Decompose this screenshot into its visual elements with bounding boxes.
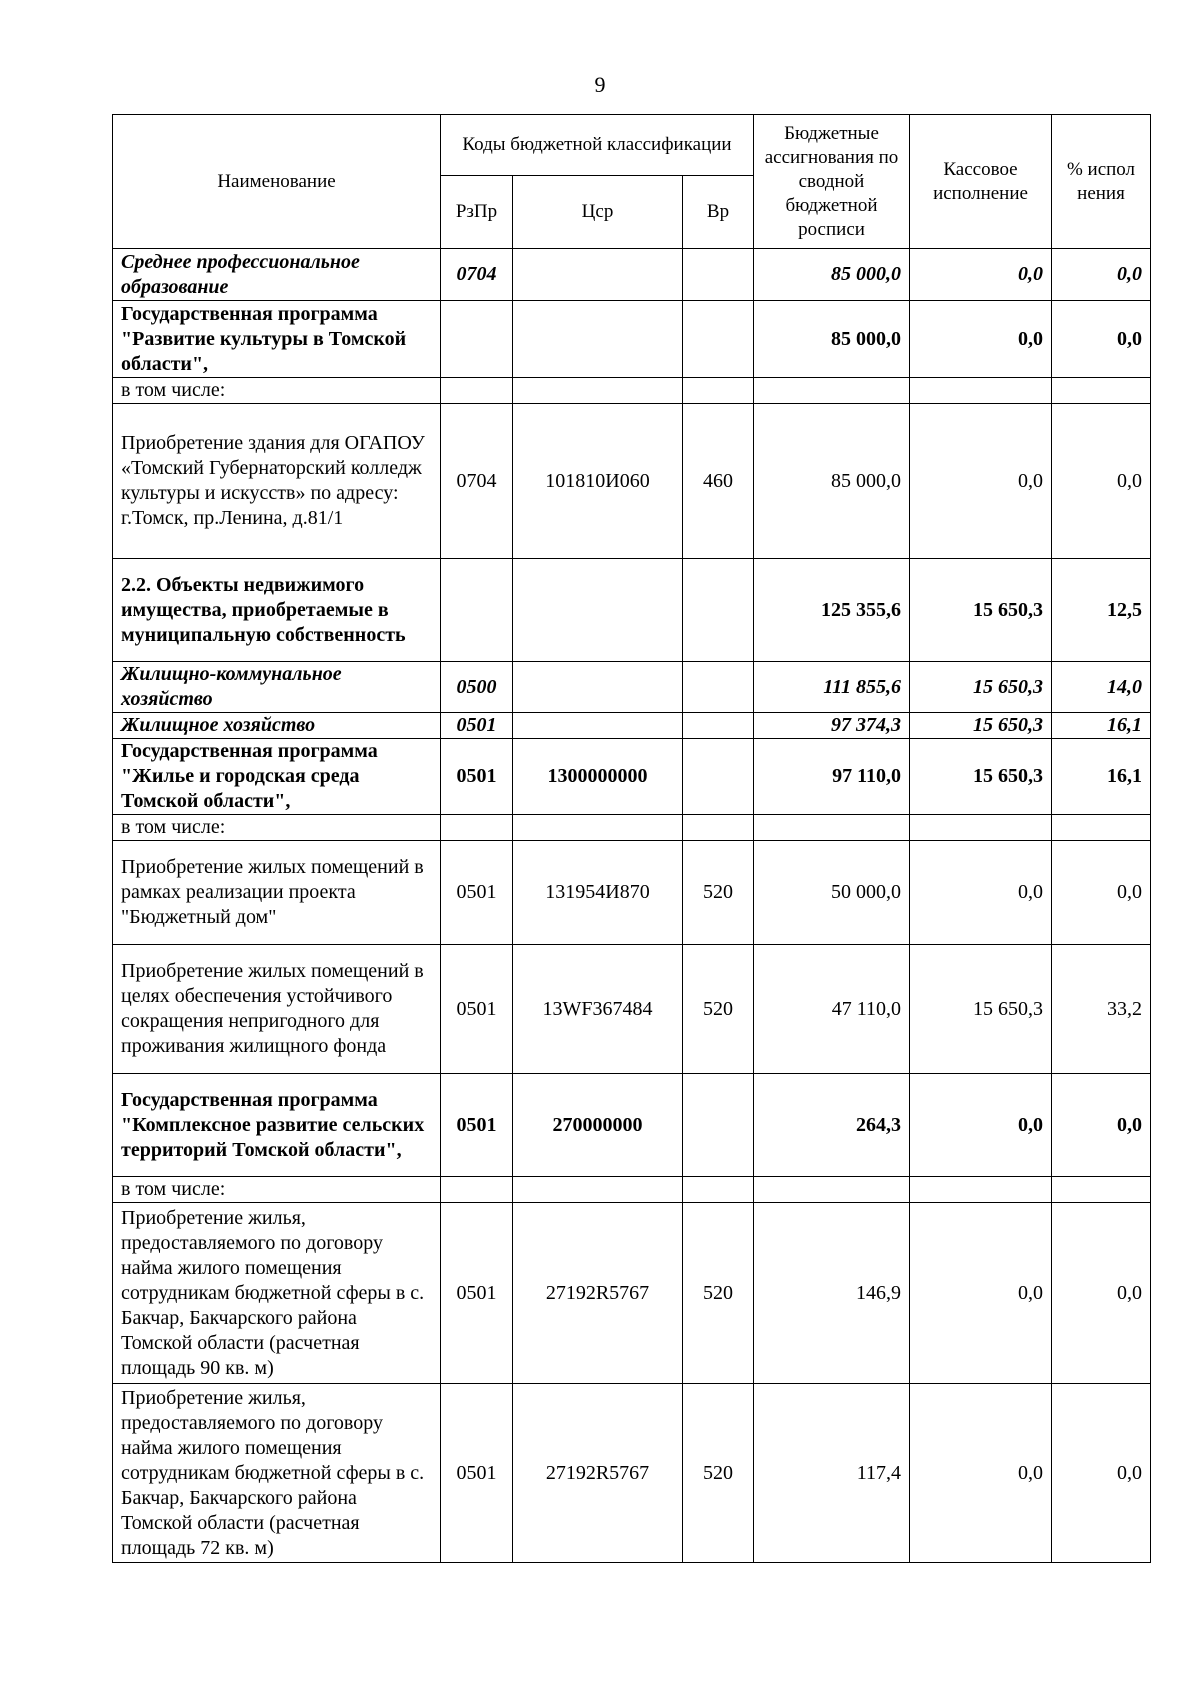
cell-execution [910,378,1052,404]
cell-rzpr [441,378,513,404]
cell-csr [513,378,683,404]
cell-rzpr: 0704 [441,404,513,559]
cell-vr: 520 [683,841,754,945]
cell-execution: 15 650,3 [910,739,1052,815]
table-row [113,378,1151,404]
cell-execution: 15 650,3 [910,662,1052,713]
cell-percent: 12,5 [1052,559,1151,662]
cell-assignments: 146,9 [754,1203,910,1384]
cell-percent [1052,815,1151,841]
cell-csr [513,559,683,662]
cell-vr [683,662,754,713]
cell-vr: 520 [683,1384,754,1563]
table-row [113,301,1151,378]
cell-rzpr: 0501 [441,1203,513,1384]
header-assignments: Бюджетные ассигнования по сводной бюджетной росписи [754,115,910,249]
cell-vr [683,378,754,404]
cell-rzpr [441,559,513,662]
cell-percent: 0,0 [1052,1203,1151,1384]
header-percent: % испол нения [1052,115,1151,249]
cell-execution [910,1177,1052,1203]
cell-name: Жилищное хозяйство [113,713,441,739]
cell-vr [683,1074,754,1177]
cell-percent: 0,0 [1052,301,1151,378]
cell-csr: 27192R5767 [513,1203,683,1384]
cell-rzpr [441,1177,513,1203]
cell-name: Приобретение жилых помещений в рамках реализации проекта "Бюджетный дом" [113,841,441,945]
cell-execution: 15 650,3 [910,559,1052,662]
cell-execution: 0,0 [910,1384,1052,1563]
cell-assignments: 50 000,0 [754,841,910,945]
cell-assignments: 111 855,6 [754,662,910,713]
header-rzpr: РзПр [441,176,513,249]
cell-csr [513,713,683,739]
cell-assignments: 125 355,6 [754,559,910,662]
cell-name: Среднее профессиональное образование [113,249,441,301]
cell-execution: 0,0 [910,1203,1052,1384]
cell-assignments: 97 110,0 [754,739,910,815]
table-row [113,841,1151,945]
cell-execution: 15 650,3 [910,945,1052,1074]
cell-vr [683,301,754,378]
cell-csr [513,662,683,713]
header-name: Наименование [113,115,441,249]
cell-name: 2.2. Объекты недвижимого имущества, приобретаемые в муниципальную собственность [113,559,441,662]
cell-assignments [754,378,910,404]
table-row [113,815,1151,841]
cell-vr [683,559,754,662]
cell-name: Приобретение жилья, предоставляемого по договору найма жилого помещения сотрудникам бюджетной сферы в с. Бакчар, Бакчарского района Томской области (расчетная площадь 72 кв. м) [113,1384,441,1563]
cell-name: Жилищно-коммунальное хозяйство [113,662,441,713]
table-row [113,945,1151,1074]
cell-percent: 0,0 [1052,1384,1151,1563]
cell-percent: 33,2 [1052,945,1151,1074]
cell-execution: 0,0 [910,404,1052,559]
cell-percent: 16,1 [1052,739,1151,815]
cell-vr [683,1177,754,1203]
cell-percent: 0,0 [1052,1074,1151,1177]
table-row [113,713,1151,739]
cell-rzpr: 0704 [441,249,513,301]
cell-percent: 0,0 [1052,249,1151,301]
cell-name: Приобретение жилья, предоставляемого по договору найма жилого помещения сотрудникам бюджетной сферы в с. Бакчар, Бакчарского района Томской области (расчетная площадь 90 кв. м) [113,1203,441,1384]
cell-percent [1052,378,1151,404]
cell-csr: 101810И060 [513,404,683,559]
cell-csr: 131954И870 [513,841,683,945]
table-row [113,1177,1151,1203]
cell-name: Приобретение жилых помещений в целях обеспечения устойчивого сокращения непригодного для проживания жилищного фонда [113,945,441,1074]
table-row [113,1384,1151,1563]
cell-rzpr: 0500 [441,662,513,713]
cell-rzpr [441,301,513,378]
cell-assignments [754,1177,910,1203]
cell-name: Государственная программа "Жилье и городская среда Томской области", [113,739,441,815]
cell-execution [910,815,1052,841]
cell-rzpr: 0501 [441,841,513,945]
cell-csr: 1300000000 [513,739,683,815]
cell-name: Государственная программа "Развитие культуры в Томской области", [113,301,441,378]
table-row [113,1203,1151,1384]
cell-csr [513,1177,683,1203]
cell-rzpr: 0501 [441,739,513,815]
cell-execution: 0,0 [910,249,1052,301]
header-csr: Цср [513,176,683,249]
cell-rzpr: 0501 [441,1074,513,1177]
cell-percent: 16,1 [1052,713,1151,739]
cell-assignments: 85 000,0 [754,301,910,378]
header-vr: Вр [683,176,754,249]
cell-csr: 13WF367484 [513,945,683,1074]
cell-name: в том числе: [113,378,441,404]
cell-name: Государственная программа "Комплексное развитие сельских территорий Томской области", [113,1074,441,1177]
cell-assignments [754,815,910,841]
cell-execution: 0,0 [910,841,1052,945]
cell-assignments: 85 000,0 [754,404,910,559]
cell-assignments: 47 110,0 [754,945,910,1074]
cell-rzpr: 0501 [441,945,513,1074]
cell-execution: 0,0 [910,301,1052,378]
header-execution: Кассовое исполнение [910,115,1052,249]
cell-rzpr: 0501 [441,713,513,739]
cell-execution: 15 650,3 [910,713,1052,739]
table-row [113,739,1151,815]
cell-assignments: 264,3 [754,1074,910,1177]
cell-vr: 520 [683,1203,754,1384]
cell-assignments: 97 374,3 [754,713,910,739]
table-row [113,559,1151,662]
page-number: 9 [594,72,606,97]
cell-rzpr [441,815,513,841]
cell-csr: 27192R5767 [513,1384,683,1563]
cell-vr [683,815,754,841]
cell-rzpr: 0501 [441,1384,513,1563]
cell-percent: 14,0 [1052,662,1151,713]
cell-vr [683,739,754,815]
cell-csr: 270000000 [513,1074,683,1177]
cell-execution: 0,0 [910,1074,1052,1177]
table-row [113,662,1151,713]
cell-percent: 0,0 [1052,841,1151,945]
cell-assignments: 85 000,0 [754,249,910,301]
header-codes: Коды бюджетной классификации [441,115,754,176]
table-row [113,1074,1151,1177]
cell-vr: 520 [683,945,754,1074]
cell-name: Приобретение здания для ОГАПОУ «Томский Губернаторский колледж культуры и искусств» по адресу: г.Томск, пр.Ленина, д.81/1 [113,404,441,559]
cell-vr [683,713,754,739]
table-row [113,249,1151,301]
cell-percent [1052,1177,1151,1203]
cell-assignments: 117,4 [754,1384,910,1563]
cell-csr [513,249,683,301]
table-row [113,404,1151,559]
cell-csr [513,301,683,378]
cell-name: в том числе: [113,815,441,841]
budget-table [112,114,1151,1563]
cell-csr [513,815,683,841]
cell-name: в том числе: [113,1177,441,1203]
cell-percent: 0,0 [1052,404,1151,559]
cell-vr: 460 [683,404,754,559]
cell-vr [683,249,754,301]
